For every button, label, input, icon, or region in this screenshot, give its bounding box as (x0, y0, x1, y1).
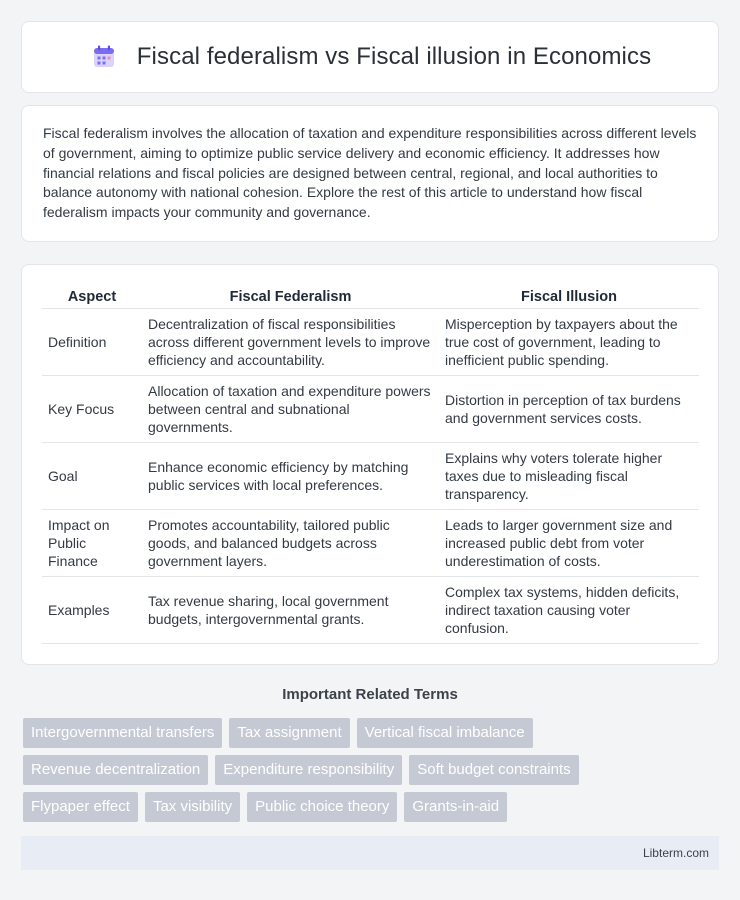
aspect-cell: Impact on Public Finance (42, 510, 142, 577)
table-row (42, 443, 699, 510)
term-tag[interactable]: Tax assignment (229, 718, 349, 748)
term-tag[interactable]: Flypaper effect (23, 792, 138, 822)
term-tag[interactable]: Intergovernmental transfers (23, 718, 222, 748)
aspect-cell: Definition (42, 309, 142, 376)
aspect-cell: Key Focus (42, 376, 142, 443)
illusion-cell: Misperception by taxpayers about the true cost of government, leading to inefficient public spending. (439, 309, 699, 376)
related-terms-heading: Important Related Terms (282, 686, 458, 703)
term-row (23, 792, 723, 822)
term-tag[interactable]: Revenue decentralization (23, 755, 208, 785)
illusion-cell: Explains why voters tolerate higher taxes due to misleading fiscal transparency. (439, 443, 699, 510)
term-tag[interactable]: Tax visibility (145, 792, 240, 822)
header-fiscal-illusion: Fiscal Illusion (439, 285, 699, 309)
calendar-icon (89, 42, 119, 72)
intro-paragraph: Fiscal federalism involves the allocation of taxation and expenditure responsibilities across different levels of government, aiming to optimize public service delivery and economic efficiency. It addresses how financial relations and fiscal policies are designed between central, regional, and local authorities to balance autonomy with national cohesion. Explore the rest of this article to understand how fiscal federalism impacts your community and governance. (43, 125, 697, 221)
header-fiscal-federalism: Fiscal Federalism (142, 285, 439, 309)
illusion-cell: Leads to larger government size and increased public debt from voter underestimation of costs. (439, 510, 699, 577)
footer (21, 836, 719, 870)
table-row (42, 510, 699, 577)
aspect-cell: Goal (42, 443, 142, 510)
table-header-row (42, 285, 699, 309)
term-tag[interactable]: Grants-in-aid (404, 792, 507, 822)
federalism-cell: Allocation of taxation and expenditure powers between central and subnational governments. (142, 376, 439, 443)
term-tag[interactable]: Vertical fiscal imbalance (357, 718, 533, 748)
table-row (42, 309, 699, 376)
illusion-cell: Complex tax systems, hidden deficits, indirect taxation causing voter confusion. (439, 577, 699, 644)
intro-card (21, 105, 719, 242)
comparison-card (21, 264, 719, 665)
term-tag[interactable]: Soft budget constraints (409, 755, 578, 785)
page-title: Fiscal federalism vs Fiscal illusion in Economics (136, 43, 652, 70)
title-card (21, 21, 719, 93)
illusion-cell: Distortion in perception of tax burdens and government services costs. (439, 376, 699, 443)
header-aspect: Aspect (42, 285, 142, 309)
federalism-cell: Tax revenue sharing, local government budgets, intergovernmental grants. (142, 577, 439, 644)
federalism-cell: Enhance economic efficiency by matching public services with local preferences. (142, 443, 439, 510)
aspect-cell: Examples (42, 577, 142, 644)
term-tag[interactable]: Public choice theory (247, 792, 397, 822)
comparison-table (42, 285, 699, 644)
table-row (42, 376, 699, 443)
footer-site-link[interactable]: Libterm.com (642, 846, 709, 860)
federalism-cell: Promotes accountability, tailored public goods, and balanced budgets across government layers. (142, 510, 439, 577)
federalism-cell: Decentralization of fiscal responsibilities across different government levels to improve efficiency and accountability. (142, 309, 439, 376)
term-row (23, 755, 723, 785)
term-tag[interactable]: Expenditure responsibility (215, 755, 402, 785)
term-row (23, 718, 723, 748)
related-terms (23, 718, 723, 829)
table-row (42, 577, 699, 644)
